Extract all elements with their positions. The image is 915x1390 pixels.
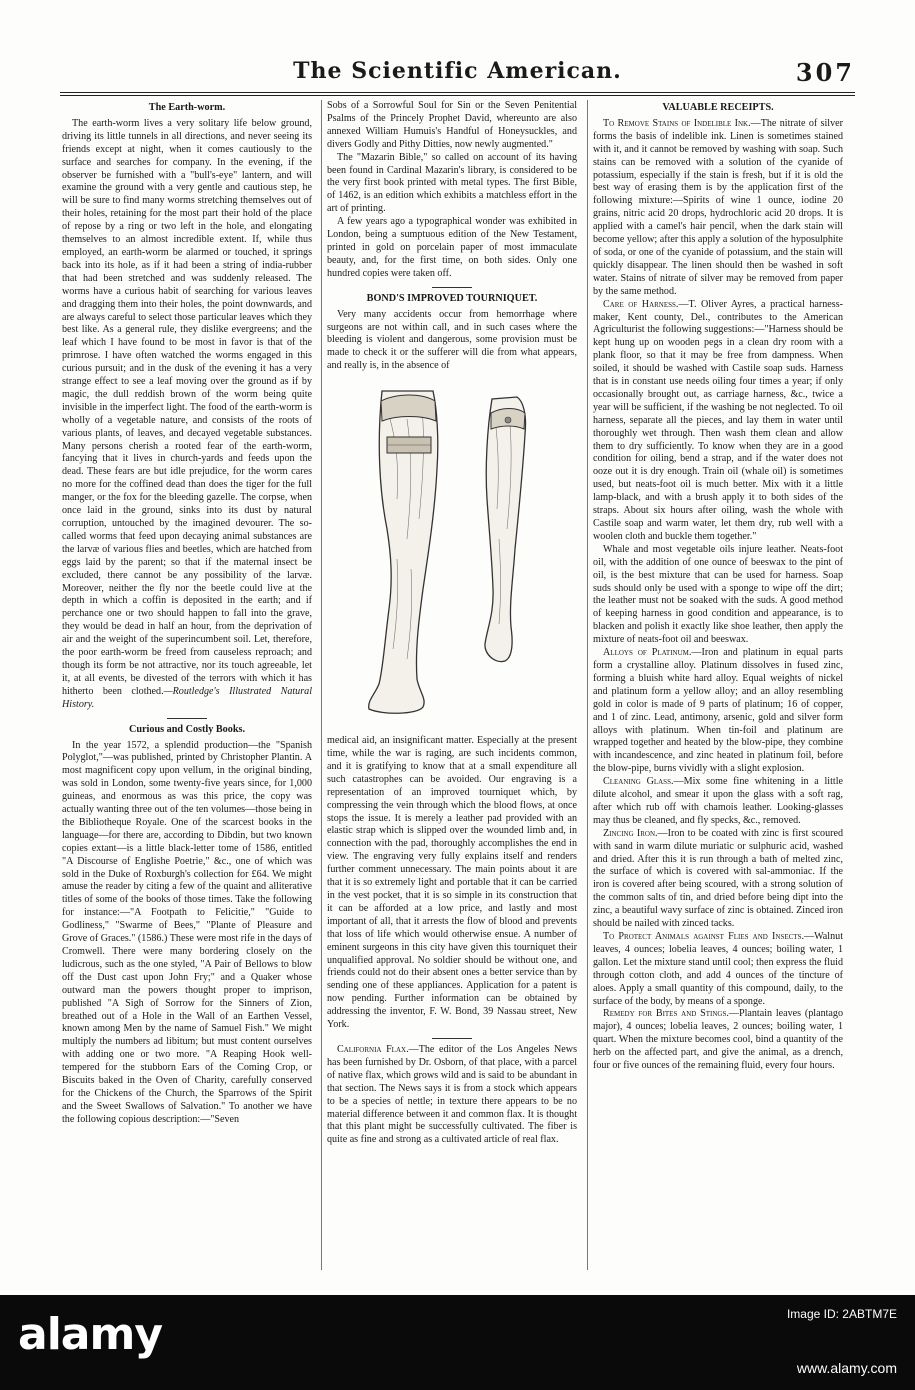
receipt-platinum <box>593 647 843 776</box>
masthead <box>60 58 855 90</box>
earthworm-text: The earth-worm lives a very solitary life below ground, driving its little tunnels in all directions, and never seeing its friends except at night, when it comes cautiously to the surface and searches for company. In the evening, if the observer be furnished with a "bull's-eye" lantern, and will examine the ground with a very gentle and cautious step, he will be sure to find many worms stretching themselves out of their holes, retaining for the most part their hold of the place of repose by a ring or two left in the hole, and elongating themselves to an almost incredible extent. If, while thus employed, an earth-worm be alarmed or touched, it springs back into its hole, as if it had been a string of india-rubber that had been stretched and was suddenly released. The worms have a curious habit of searching for various leaves and dragging them into their holes, the point downwards, and are always careful to select those particular leaves which they best like. As a general rule, they dislike evergreens; and the leaf which I have found to be most in favor is that of the primrose. I have often watched the worms engaged in this curious pursuit; and in the dusk of the evening it has a very strange effect to see a leaf moving over the ground as if by magic, the dull reddish brown of the worm being quite invisible in the imperfect light. The food of the earth-worm is wholly of a vegetable nature, and consists of the roots of various plants, of leaves, and decayed vegetable substances. Many persons cherish a rooted fear of the earth-worm, fancying that it lives in church-yards and feeds upon the dead. These fears are but idle prejudice, for the worm cares no more for the coffined dead than does the tiger for the full manger, or the fox for the bleeding gazelle. The corpse, when once laid in the ground, sinks into its dust by natural corruption, untouched by the imagined devourer. The so-called worms that feed upon decaying animal substances are the larvæ of various flies and beetles, which are hatched from eggs laid by the parent; so that if the maternal insect be excluded, there cannot be any possibility of the larvæ. Moreover, neither the fly nor the beetle could live at the depth in which a coffin is deposited in the earth; and if perchance one or two should happen to fall into the grave, they would be dead in half an hour, from the deprivation of air and the weight of the superincumbent soil. Let, therefore, the poor earth-worm be freed from causeless reproach; and though its form be not attractive, nor its touch agreeable, let it, at all events, be divested of the terrors with which it has hitherto been clothed. <box>62 117 312 697</box>
receipt-bites-lead: Remedy for Bites and Stings. <box>603 1008 729 1020</box>
receipt-glass-lead: Cleaning Glass. <box>603 776 674 788</box>
receipt-harness-oils: Whale and most vegetable oils injure leather. Neats-foot oil, with the addition of one ounce of beeswax to the pint of oil, is the best mixture that can be used for harness. Soap suds should only be used with a sponge to wipe off the dirt; the leather must not be soaked with the suds. A good method of keeping harness in good condition and appearance, is to blacken and polish it exactly like shoe leather, then apply the mixture of neats-foot oil and beeswax. <box>593 543 843 646</box>
earthworm-citation: —Routledge's Illustrated Natural History. <box>62 685 312 710</box>
receipt-insects <box>593 931 843 1008</box>
receipt-harness <box>593 299 843 544</box>
newspaper-title: The Scientific American. <box>293 58 622 84</box>
receipt-glass <box>593 776 843 828</box>
masthead-rule <box>60 92 855 93</box>
typographic-paragraph: A few years ago a typographical wonder was exhibited in London, being a sumptuous edition of the New Testament, printed in gold on porcelain paper of most immaculate beauty, and, for the first time, on both sides. Only one hundred copies were taken off. <box>327 216 577 279</box>
stock-watermark-bar <box>0 1295 915 1390</box>
tourniquet-engraving <box>327 379 577 727</box>
receipt-bites <box>593 1008 843 1073</box>
receipt-harness-lead: Care of Harness. <box>603 298 679 310</box>
receipt-harness-text: —T. Oliver Ayres, a practical harness-maker, Kent county, Del., contributes to the American Agriculturist the following suggestions:—"Harness should be kept hung up on wooden pegs in a clean dry room with a plank floor, so that it may be free from dampness. When soiled, it should be washed with Castile soap suds. Harness that is in constant use needs oiling four times a year; if only occasionally brought out, as carriage harness, &c., twice a year will be sufficient, if the washing be not neglected. To oil harness, separate all the pieces, and lay them in water until thoroughly wet through. Then wash them clean and allow them to dry sufficiently. To know when they are in a good condition for oiling, bend a strap, and if the water does not ooze out it is dry enough. Train oil (whale oil) is sometimes used, but neats-foot oil is much better. Mix with it a little lamp-black, and with a brush apply it to both sides of the straps. About six hours after oiling, wash the whole with Castile soap and warm water, let them dry, rub well with a woolen cloth and buckle them together." <box>593 298 843 542</box>
image-reference: Image ID: 2ABTM7E <box>786 1307 897 1321</box>
receipt-ink-text: —The nitrate of silver forms the basis of indelible ink. Linen is sometimes stained with it, and it cannot be removed by washing with soap. Such stains can be removed with a solution of the cyanide of potassium, especially if the stain is fresh, but if it is old the best way of erasing them is by the application first of the following mixture:—Spirits of wine 1 ounce, iodine 20 grains, nitric acid 20 drops, hydrochloric acid 20 drops. It is applied with a camel's hair pencil, when the dark stain will become yellow; after this apply a solution of the hyposulphite of soda, or one of the cyanide of potassium, and the stain will quickly disappear. The linen should then be washed in soft water. Stains of nitrate of silver may be removed from paper by the same method. <box>593 117 843 297</box>
section-separator <box>432 287 472 288</box>
masthead-rule-2 <box>60 95 855 96</box>
earthworm-article <box>62 118 312 712</box>
receipt-bites-text: —Plantain leaves (plantago major), 4 ounces; lobelia leaves, 2 ounces; boiling water, 1 quart. When the mixture becomes cool, bind a quantity of the herb on the affected part, and give the animal, as a drench, four or five ounces of the remaining fluid, every four hours. <box>593 1008 843 1072</box>
receipt-ink <box>593 118 843 299</box>
earthworm-heading: The Earth-worm. <box>148 102 226 113</box>
receipt-zinc-lead: Zincing Iron. <box>603 827 658 839</box>
flax-text: —The editor of the Los Angeles News has been furnished by Dr. Osborn, of that place, with a parcel of native flax, which grows wild and is said to be abundant in that section. The News says it is from a stock which appears to be a species of nettle; in texture there appears to be no material difference between it and common flax. It is thought that this plant might be successfully cultivated. The fiber is quite as fine and strong as a cultivated article of real flax. <box>327 1043 577 1146</box>
receipt-platinum-lead: Alloys of Platinum. <box>603 647 692 659</box>
mazarin-paragraph: The "Mazarin Bible," so called on account of its having been found in Cardinal Mazarin's library, is considered to be the very first book printed with metal types. The first Bible, of 1462, is an edition which exhibits a matchless effort in the art of printing. <box>327 151 577 215</box>
column-divider-2 <box>587 100 588 1270</box>
tourniquet-intro: Very many accidents occur from hemorrhage where surgeons are not within call, and in such cases where the bleeding is violent and dangerous, some provision must be made to check it or the sufferer will die from what appears, and really is, in the absence of <box>327 308 577 372</box>
books-heading: Curious and Costly Books. <box>128 723 246 735</box>
receipt-ink-lead: To Remove Stains of Indelible Ink. <box>603 117 751 129</box>
page-number: 307 <box>795 58 855 87</box>
leg-and-arm-illustration <box>327 379 577 727</box>
receipt-zinc-text: —Iron to be coated with zinc is first scoured with sand in warm dilute muriatic or sulphuric acid, washed and dried. After this it is run through a bath of melted zinc, the surface of which is covered with sal-ammoniac. If the iron is covered after being scoured, with a strong solution of the common salts of tin, and dried before being dipt into the zinc, a beautiful wavy surface of zinc is obtained. Zinced iron should be nailed with zinced tacks. <box>593 827 843 930</box>
column-3 <box>593 100 843 1300</box>
receipt-platinum-text: —Iron and platinum in equal parts form a crystalline alloy. Platinum dissolves in fused zinc, forming a bluish white hard alloy. Equal weights of nickel and platinum form a yellow alloy; and an alloy resembling gold in color is made of 9 parts of platinum; 16 of copper, and 1 of zinc. Lead, antimony, arsenic, gold and silver form alloys with platinum. When tin-foil and platinum are wrapped together and heated by the blow-pipe, they combine with incandescence, and zinc heated in platinum foil, before the blow-pipe, burns vividly with a slight explosion. <box>593 647 843 775</box>
column-1 <box>62 100 312 1300</box>
section-separator <box>167 718 207 719</box>
books-continued: Sobs of a Sorrowful Soul for Sin or the Seven Penitential Psalms of the Princely Prophet David, whereunto are also annexed William Humuis's Handful of Honeysuckles, and divers Godly and Pithy Ditties, now newly augmented." <box>327 100 577 150</box>
column-2 <box>327 100 577 1300</box>
column-divider-1 <box>321 100 322 1270</box>
books-article: In the year 1572, a splendid production—the "Spanish Polyglot,"—was published, printed by Christopher Plantin. A most magnificent copy upon vellum, in the original binding, was sold in London, some twenty-five years since, for 1,000 guineas, and enormous as was this price, the copy was actually wanting three out of the ten volumes—those being in the Bibliotheque Royale. One of the scarcest books in the language—for there are, according to Dibdin, but two known copies extant—is a little black-letter tome of 1586, entitled "A Discourse of Englishe Poetrie," &c., one of which was sold in the Duke of Roxburgh's collection for £64. We might amuse the reader by citing a few of the quaint and alliterative titles of some of the books of those times. Take the following for instance:—"A Footpath to Felicitie," "Guide to Godliness," "Swarme of Bees," "Plante of Pleasure and Grove of Graces." (1586.) These were most rife in the days of Cromwell. There were many bordering closely on the ludicrous, such as the one styled, "A Pair of Bellows to blow off the Dust cast upon John Fry;" and a Quaker whose outward man the powers thought proper to imprison, published "A Sigh of Sorrow for the Sinners of Zion, breathed out of a Hole in the Wall of an Earthen Vessel, known among Men by the name of Samuel Fish." We might multiply the numbers ad libitum; but must content ourselves with adding one or two more. "A Reaping Hook well-tempered for the stubborn Ears of the Coming Crop, or Biscuits baked in the Oven of Charity, carefully conserved for the Chickens of the Church, the Sparrows of the Spirit and the Sweet Swallows of Salvation." To another we have the following copious description:—"Seven <box>62 739 312 1125</box>
tourniquet-heading: BOND'S IMPROVED TOURNIQUET. <box>366 292 538 304</box>
section-separator <box>432 1038 472 1039</box>
receipt-glass-text: —Mix some fine whitening in a little dilute alcohol, and smear it upon the glass with a soft rag, after which rub off with chamois leather. Looking-glasses may thus be cleaned, and fly specks, &c., removed. <box>593 776 843 826</box>
receipts-heading: VALUABLE RECEIPTS. <box>662 102 774 113</box>
receipt-zinc <box>593 828 843 931</box>
stock-site-url: www.alamy.com <box>796 1360 897 1376</box>
receipt-insects-text: —Walnut leaves, 4 ounces; lobelia leaves, 4 ounces; boiling water, 1 gallon. Let the mixture stand until cool; then express the fluid through cotton cloth, and add 4 ounces of the tincture of aloes. Apply a small quantity of this compound, daily, to the surface of the body, by means of a sponge. <box>593 931 843 1007</box>
flax-paragraph <box>327 1044 577 1147</box>
alamy-logo: alamy <box>18 1309 162 1360</box>
receipt-insects-lead: To Protect Animals against Flies and Insects. <box>603 931 804 942</box>
tourniquet-body: medical aid, an insignificant matter. Especially at the present time, while the war is raging, are such incidents common, and it is gratifying to know that at a small expenditure all such catastrophes can be avoided. Our engraving is a representation of an improved tourniquet which, by compressing the vein through which the blood flows, at once stops the issue. It is merely a leather pad provided with an elastic strap which is slipped over the wounded limb and, in connection with the pad, thoroughly accomplishes the end in view. The engraving very fully explains itself and renders further comment unnecessary. The main points about it are that it is so extremely light and portable that it can be carried in the vest pocket, that it is so simple in its construction that it can be afforded at a low price, and lastly and most important of all, that it arrests the flow of blood and prevents that loss of life which would otherwise ensue. A number of eminent surgeons in this city have given this tourniquet their unqualified approval. No soldier should be without one, and friends could not do their absent ones a better service than by sending one of these appliances. Application for a patent is now pending. Further information can be obtained by addressing the inventor, F. W. Bond, 39 Nassau street, New York. <box>327 735 577 1031</box>
flax-lead: California Flax. <box>337 1043 409 1055</box>
